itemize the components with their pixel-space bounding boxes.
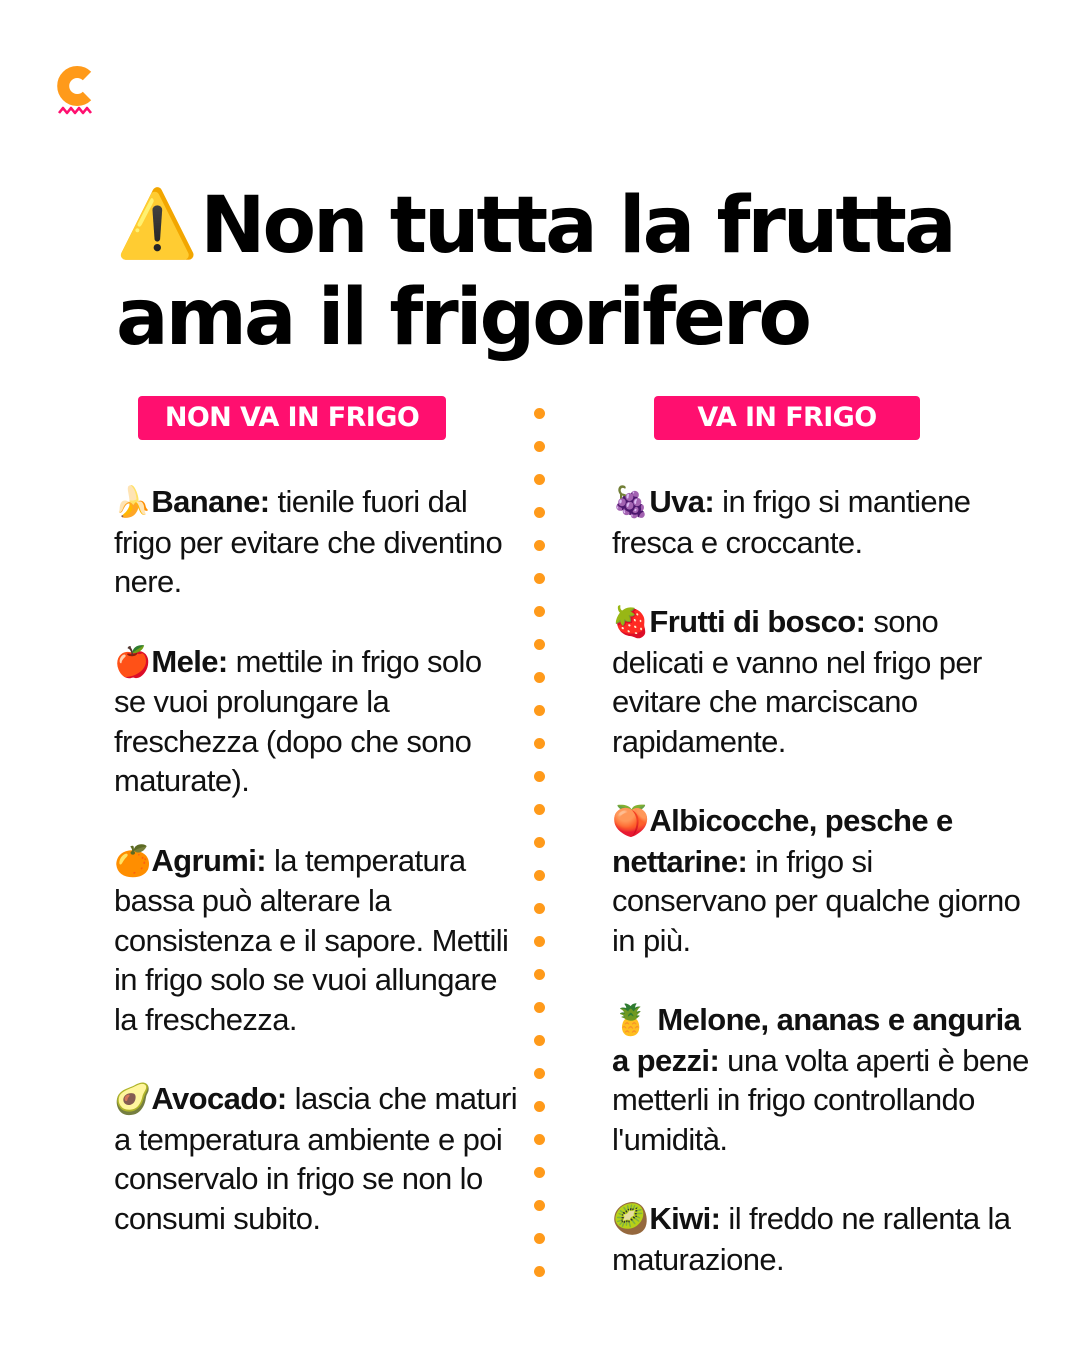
- list-item-agrumi: [114, 841, 519, 1040]
- dotted-divider: [534, 408, 546, 1288]
- divider-dot: [534, 1200, 545, 1211]
- kiwi-icon: 🥝: [612, 1202, 650, 1237]
- item-name: Avocado:: [151, 1081, 287, 1116]
- divider-dot: [534, 738, 545, 749]
- banana-icon: 🍌: [114, 485, 152, 520]
- divider-dot: [534, 870, 545, 881]
- divider-dot: [534, 771, 545, 782]
- page-title-text: Non tutta la frutta ama il frigorifero: [116, 181, 954, 363]
- item-text: una volta aperti è bene metterli in frigo controllando l'umidità.: [612, 1042, 1029, 1157]
- divider-dot: [534, 705, 545, 716]
- peach-icon: 🍑: [612, 804, 650, 839]
- column-header-non-va-in-frigo: NON VA IN FRIGO: [138, 396, 446, 440]
- item-name: Kiwi:: [649, 1201, 721, 1236]
- divider-dot: [534, 903, 545, 914]
- divider-dot: [534, 573, 545, 584]
- list-item-mele: [114, 642, 519, 801]
- avocado-icon: 🥑: [114, 1082, 152, 1117]
- list-item-banane: [114, 482, 519, 602]
- item-text: in frigo si mantiene fresca e croccante.: [612, 484, 971, 560]
- grapes-icon: 🍇: [612, 485, 650, 520]
- column-header-va-in-frigo: VA IN FRIGO: [654, 396, 920, 440]
- divider-dot: [534, 408, 545, 419]
- divider-dot: [534, 540, 545, 551]
- item-text: mettile in frigo solo se vuoi prolungare la freschezza (dopo che sono maturate).: [114, 643, 482, 798]
- orange-icon: 🍊: [114, 843, 152, 879]
- divider-dot: [534, 639, 545, 650]
- item-name: Albicocche, pesche e nettarine:: [612, 803, 953, 879]
- list-item-uva: [612, 482, 1032, 562]
- strawberry-icon: 🍓: [612, 605, 650, 640]
- item-text: in frigo si conservano per qualche giorno in più.: [612, 843, 1021, 958]
- divider-dot: [534, 1134, 545, 1145]
- item-text: tienile fuori dal frigo per evitare che diventino nere.: [114, 484, 503, 599]
- divider-dot: [534, 1233, 545, 1244]
- divider-dot: [534, 1002, 545, 1013]
- divider-dot: [534, 1035, 545, 1046]
- divider-dot: [534, 936, 545, 947]
- column-va-in-frigo: [612, 396, 1032, 1319]
- divider-dot: [534, 969, 545, 980]
- list-item-frutti-di-bosco: [612, 602, 1032, 761]
- item-name: Uva:: [649, 484, 715, 519]
- divider-dot: [534, 606, 545, 617]
- item-text: sono delicati e vanno nel frigo per evitare che marciscano rapidamente.: [612, 604, 982, 759]
- list-item-kiwi: [612, 1199, 1032, 1279]
- item-name: Melone, ananas e anguria a pezzi:: [612, 1002, 1021, 1078]
- divider-dot: [534, 441, 545, 452]
- apple-icon: 🍎: [114, 644, 152, 680]
- item-text: lascia che maturi a temperatura ambiente e poi conservalo in frigo se non lo consumi subito.: [114, 1081, 518, 1236]
- divider-dot: [534, 1167, 545, 1178]
- list-item-melone: [612, 1000, 1032, 1159]
- list-item-albicocche: [612, 801, 1032, 960]
- divider-dot: [534, 474, 545, 485]
- page-title: [116, 178, 1016, 364]
- divider-dot: [534, 1068, 545, 1079]
- divider-dot: [534, 1101, 545, 1112]
- item-name: Agrumi:: [151, 842, 266, 878]
- divider-dot: [534, 804, 545, 815]
- column-non-va-in-frigo: [114, 396, 519, 1278]
- divider-dot: [534, 672, 545, 683]
- divider-dot: [534, 837, 545, 848]
- item-text: il freddo ne rallenta la maturazione.: [612, 1201, 1011, 1277]
- list-item-avocado: [114, 1079, 519, 1238]
- item-name: Mele:: [151, 643, 228, 679]
- item-text: la temperatura bassa può alterare la consistenza e il sapore. Mettili in frigo solo se vuoi allungare la freschezza.: [114, 842, 509, 1037]
- warning-icon: ⚠️: [116, 185, 199, 262]
- item-name: Banane:: [151, 484, 270, 519]
- brand-logo-icon: [56, 66, 100, 118]
- divider-dot: [534, 1266, 545, 1277]
- pineapple-icon: 🍍: [612, 1003, 650, 1038]
- item-name: Frutti di bosco:: [649, 604, 866, 639]
- divider-dot: [534, 507, 545, 518]
